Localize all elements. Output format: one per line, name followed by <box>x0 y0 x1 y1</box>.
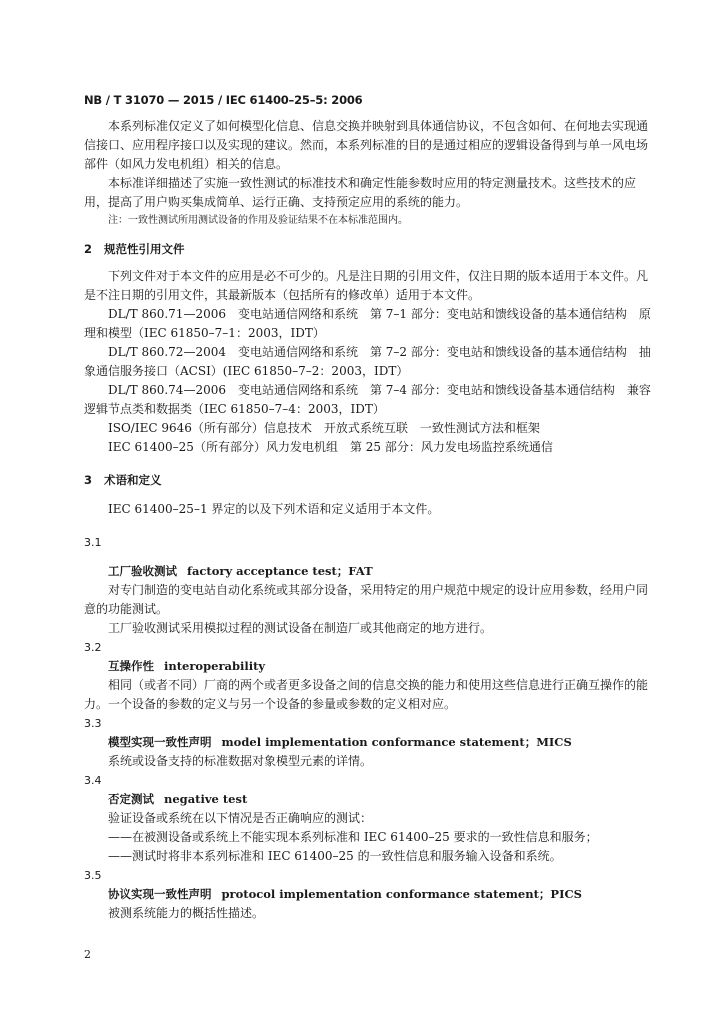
reference-item: DL/T 860.71—2006 变电站通信网络和系统 第 7–1 部分：变电站和馈线设备的基本通信结构 原理和模型（IEC 61850–7–1：2003，IDT） <box>84 307 651 340</box>
term-definition: 验证设备或系统在以下情况是否正确响应的测试： <box>108 811 373 825</box>
term-heading <box>84 657 656 676</box>
term-english: interoperability <box>164 659 266 673</box>
term-heading <box>84 790 656 809</box>
standard-header: NB / T 31070 — 2015 / IEC 61400–25–5: 2006 <box>84 93 363 107</box>
term-english: negative test <box>164 792 248 806</box>
term-heading <box>84 562 656 581</box>
reference-item: DL/T 860.74—2006 变电站通信网络和系统 第 7–4 部分：变电站和馈线设备基本通信结构 兼容逻辑节点类和数据类（IEC 61850–7–4：2003，IDT） <box>84 383 651 416</box>
term-number: 3.3 <box>84 717 102 730</box>
term-list-item: ——在被测设备或系统上不能实现本系列标准和 IEC 61400–25 要求的一致性信息和服务； <box>108 830 598 844</box>
intro-paragraph-1: 本系列标准仅定义了如何模型化信息、信息交换并映射到具体通信协议，不包含如何、在何地去实现通信接口、应用程序接口以及实现的建议。然而，本系列标准的目的是通过相应的逻辑设备得到与单一风电场部件（如风力发电机组）相关的信息。 <box>84 119 649 171</box>
term-heading <box>84 885 656 904</box>
term-chinese: 协议实现一致性声明 <box>108 887 212 901</box>
reference-item: IEC 61400–25（所有部分）风力发电机组 第 25 部分：风力发电场监控系统通信 <box>108 440 553 454</box>
term-english: factory acceptance test；FAT <box>187 564 373 578</box>
intro-note: 注：一致性测试所用测试设备的作用及验证结果不在本标准范围内。 <box>108 215 408 226</box>
reference-item: DL/T 860.72—2004 变电站通信网络和系统 第 7–2 部分：变电站和馈线设备的基本通信结构 抽象通信服务接口（ACSI）(IEC 61850–7–2：2003，IDT） <box>84 345 651 378</box>
reference-item: ISO/IEC 9646（所有部分）信息技术 开放式系统互联 一致性测试方法和框架 <box>108 421 540 435</box>
section-2-intro: 下列文件对于本文件的应用是必不可少的。凡是注日期的引用文件，仅注日期的版本适用于本文件。凡是不注日期的引用文件，其最新版本（包括所有的修改单）适用于本文件。 <box>84 269 649 302</box>
section-2-heading <box>84 240 656 259</box>
term-definition: 相同（或者不同）厂商的两个或者更多设备之间的信息交换的能力和使用这些信息进行正确互操作的能力。一个设备的参数的定义与另一个设备的参量或参数的定义相对应。 <box>84 678 649 711</box>
term-chinese: 模型实现一致性声明 <box>108 735 212 749</box>
section-3-title: 术语和定义 <box>104 473 162 487</box>
page-content <box>84 117 656 923</box>
term-chinese: 否定测试 <box>108 792 154 806</box>
section-3-intro: IEC 61400–25–1 界定的以及下列术语和定义适用于本文件。 <box>108 502 440 516</box>
term-definition: 被测系统能力的概括性描述。 <box>108 906 265 920</box>
term-list-item: ——测试时将非本系列标准和 IEC 61400–25 的一致性信息和服务输入设备和系统。 <box>108 849 562 863</box>
page-number: 2 <box>84 948 91 961</box>
term-english: protocol implementation conformance statement；PICS <box>221 887 582 901</box>
term-definition: 对专门制造的变电站自动化系统或其部分设备，采用特定的用户规范中规定的设计应用参数，经用户同意的功能测试。 <box>84 583 649 616</box>
section-3-heading <box>84 471 656 490</box>
term-number: 3.4 <box>84 774 102 787</box>
section-2-number: 2 <box>84 242 93 256</box>
term-definition: 系统或设备支持的标准数据对象模型元素的详情。 <box>108 754 373 768</box>
term-number: 3.2 <box>84 641 102 654</box>
section-2-title: 规范性引用文件 <box>104 242 185 256</box>
term-number: 3.5 <box>84 869 102 882</box>
term-chinese: 互操作性 <box>108 659 154 673</box>
section-3-number: 3 <box>84 473 93 487</box>
term-heading <box>84 733 656 752</box>
term-chinese: 工厂验收测试 <box>108 564 177 578</box>
term-number: 3.1 <box>84 536 102 549</box>
intro-paragraph-2: 本标准详细描述了实施一致性测试的标准技术和确定性能参数时应用的特定测量技术。这些技术的应用，提高了用户购买集成简单、运行正确、支持预定应用的系统的能力。 <box>84 176 637 209</box>
term-english: model implementation conformance statement；MICS <box>221 735 572 749</box>
term-note: 工厂验收测试采用模拟过程的测试设备在制造厂或其他商定的地方进行。 <box>108 621 493 635</box>
